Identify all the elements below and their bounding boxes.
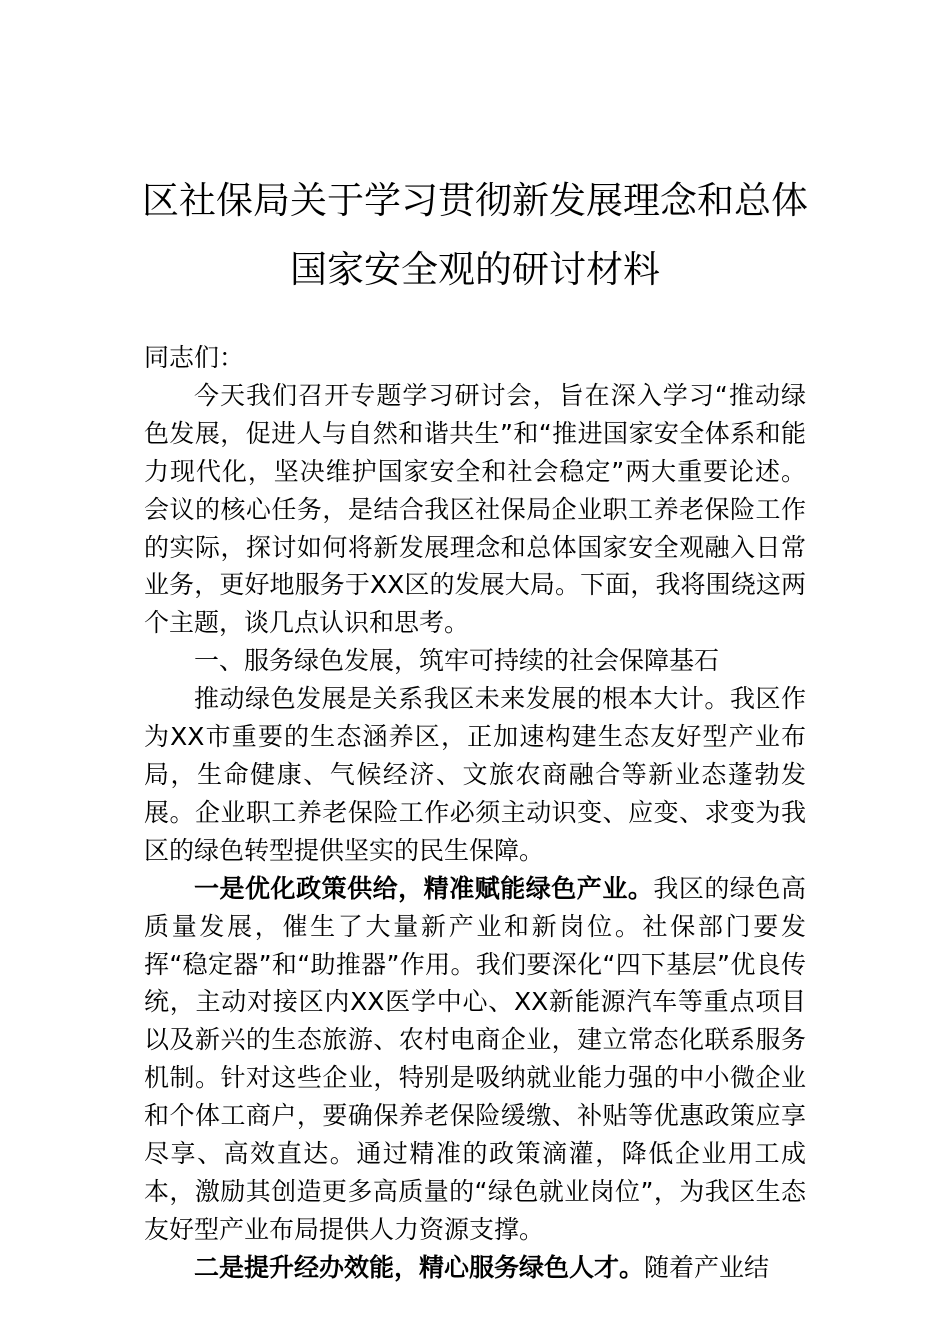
intro-paragraph: 今天我们召开专题学习研讨会，旨在深入学习“推动绿色发展，促进人与自然和谐共生”和“推进国家安全体系和能力现代化，坚决维护国家安全和社会稳定”两大重要论述。会议的核心任务，是结合我区社保局企业职工养老保险工作的实际，探讨如何将新发展理念和总体国家安全观融入日常业务，更好地服务于XX区的发展大局。下面，我将围绕这两个主题，谈几点认识和思考。 xyxy=(144,380,806,638)
document-body xyxy=(144,339,806,1287)
section-1-paragraph: 推动绿色发展是关系我区未来发展的根本大计。我区作为XX市重要的生态涵养区，正加速构建生态友好型产业布局，生命健康、气候经济、文旅农商融合等新业态蓬勃发展。企业职工养老保险工作必须主动识变、应变、求变为我区的绿色转型提供坚实的民生保障。 xyxy=(144,684,806,865)
document-title-line-2: 国家安全观的研讨材料 xyxy=(290,248,660,291)
point-1-paragraph xyxy=(144,870,806,1249)
point-2-body: 随着产业结 xyxy=(644,1252,770,1282)
point-2-paragraph xyxy=(144,1249,806,1287)
greeting: 同志们： xyxy=(144,343,245,372)
document-title-line-1: 区社保局关于学习贯彻新发展理念和总体 xyxy=(142,179,808,222)
point-2-lead: 二是提升经办效能，精心服务绿色人才。 xyxy=(194,1252,645,1282)
point-1-lead: 一是优化政策供给，精准赋能绿色产业。 xyxy=(194,873,654,903)
section-1-heading: 一、服务绿色发展，筑牢可持续的社会保障基石 xyxy=(194,646,720,676)
point-1-body: 我区的绿色高质量发展，催生了大量新产业和新岗位。社保部门要发挥“稳定器”和“助推器”作用。我们要深化“四下基层”优良传统，主动对接区内XX医学中心、XX新能源汽车等重点项目以及新兴的生态旅游、农村电商企业，建立常态化联系服务机制。针对这些企业，特别是吸纳就业能力强的中小微企业和个体工商户，要确保养老保险缓缴、补贴等优惠政策应享尽享、高效直达。通过精准的政策滴灌，降低企业用工成本，激励其创造更多高质量的“绿色就业岗位”，为我区生态友好型产业布局提供人力资源支撑。 xyxy=(144,873,806,1244)
